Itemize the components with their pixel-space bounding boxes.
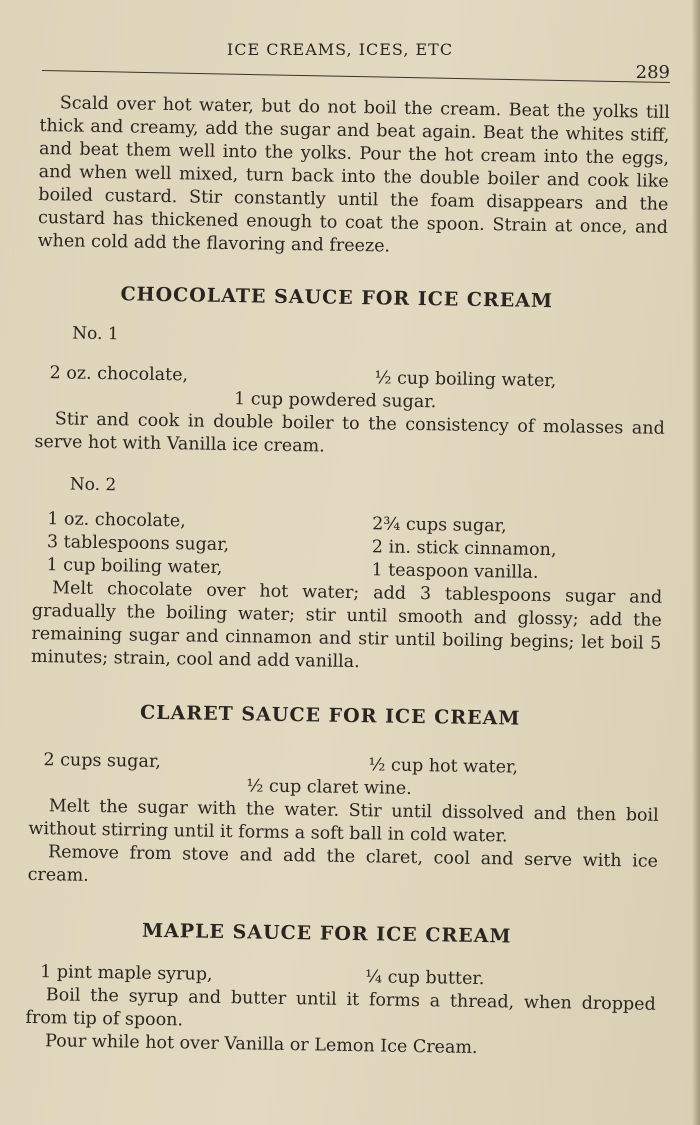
ingredient: 2 in. stick cinnamon, bbox=[371, 537, 557, 561]
ingredient: 1 cup boiling water, bbox=[46, 555, 223, 578]
header-rule bbox=[42, 70, 670, 83]
recipe-no2-label: No. 2 bbox=[69, 474, 117, 496]
ingredient: 2 cups sugar, bbox=[43, 750, 162, 772]
chocolate-sauce-title: CHOCOLATE SAUCE FOR ICE CREAM bbox=[120, 283, 554, 313]
page-number: 289 bbox=[635, 62, 670, 83]
running-head: ICE CREAMS, ICES, ETC bbox=[226, 40, 454, 59]
ingredient: 3 tablespoons sugar, bbox=[46, 532, 230, 556]
ingredient: 1 pint maple syrup, bbox=[40, 962, 213, 985]
ingredient-center: ½ cup claret wine. bbox=[246, 776, 412, 799]
maple-sauce-title: MAPLE SAUCE FOR ICE CREAM bbox=[141, 919, 512, 948]
page-edge-shadow bbox=[692, 0, 700, 1125]
ingredient: ½ cup hot water, bbox=[368, 755, 519, 778]
ingredient: 2¾ cups sugar, bbox=[372, 514, 507, 537]
claret-method-2: Remove from stove and add the claret, cool and serve with ice cream. bbox=[27, 842, 659, 886]
maple-method-2: Pour while hot over Vanilla or Lemon Ice Cream. bbox=[44, 1031, 478, 1058]
ingredients-no2 bbox=[32, 508, 663, 587]
intro-paragraph: Scald over hot water, but do not boil the cream. Beat the yolks till thick and creamy, add the sugar and beat again. Beat the whites stiff, and beat them well into the yolks. Pour the hot cream into the eggs, and when well mixed, turn back into the double boiler and cook like boiled custard. Stir constantly until the foam disappears and the custard has thickened enough to coat the spoon. Strain at once, and when cold add the flavoring and freeze. bbox=[37, 93, 670, 257]
ingredient: ½ cup boiling water, bbox=[374, 368, 557, 392]
ingredient: 1 teaspoon vanilla. bbox=[371, 560, 539, 583]
method-no1: Stir and cook in double boiler to the consistency of molasses and serve hot with Vanilla ice cream. bbox=[34, 409, 665, 457]
page-body bbox=[25, 92, 670, 1063]
method-no2: Melt chocolate over hot water; add 3 tablespoons sugar and gradually the boiling water; stir until smooth and glossy; add the remaining sugar and cinnamon and stir until boiling begins; let boil 5 minutes; strain, cool and add vanilla. bbox=[30, 578, 663, 673]
maple-method-1: Boil the syrup and butter until it forms a thread, when dropped from tip of spoon. bbox=[25, 985, 656, 1031]
ingredient: 2 oz. chocolate, bbox=[49, 363, 189, 386]
claret-method-1: Melt the sugar with the water. Stir until dissolved and then boil without stirring until it forms a soft ball in cold water. bbox=[28, 796, 659, 847]
recipe-no1-label: No. 1 bbox=[72, 323, 119, 345]
ingredient: ¼ cup butter. bbox=[364, 967, 485, 990]
ingredient-center: 1 cup powdered sugar. bbox=[233, 389, 437, 413]
ingredient: 1 oz. chocolate, bbox=[47, 509, 186, 532]
claret-sauce-title: CLARET SAUCE FOR ICE CREAM bbox=[139, 701, 521, 730]
